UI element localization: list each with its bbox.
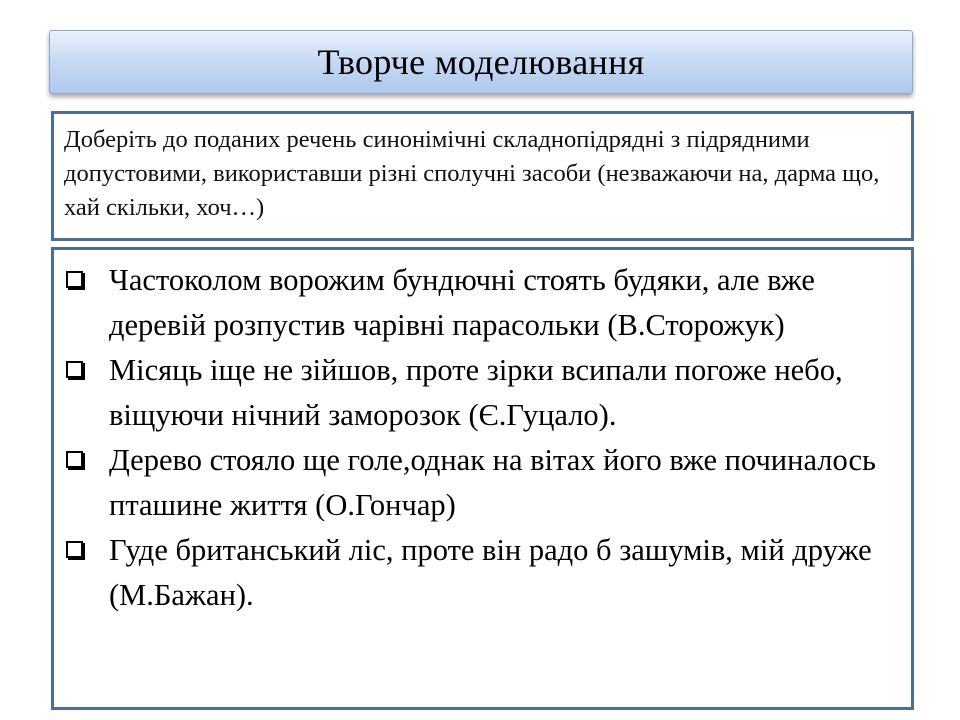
slide-title-banner	[49, 30, 913, 94]
sentence-text: Місяць іще не зійшов, проте зірки всипали погоже небо, віщуючи нічний заморозок (Є.Гуцало).	[109, 353, 843, 432]
sentence-list-box	[51, 247, 914, 710]
checkbox-bullet-icon	[66, 271, 83, 288]
sentence-list	[64, 258, 891, 618]
list-item	[64, 348, 891, 438]
checkbox-bullet-icon	[66, 541, 83, 558]
checkbox-bullet-icon	[66, 451, 83, 468]
task-instruction-text: Доберіть до поданих речень синонімічні складнопідрядні з підрядними допустовими, використавши різні сполучні засоби (незважаючи на, дарма що, хай скільки, хоч…)	[64, 126, 880, 221]
sentence-text: Дерево стояло ще голе,однак на вітах його вже починалось пташине життя (О.Гончар)	[109, 443, 876, 522]
list-item	[64, 258, 891, 348]
checkbox-bullet-icon	[66, 361, 83, 378]
list-item	[64, 438, 891, 528]
sentence-text: Гуде британський ліс, проте він радо б зашумів, мій друже (М.Бажан).	[109, 533, 872, 612]
task-instruction-box	[51, 111, 914, 241]
sentence-text: Частоколом ворожим бундючні стоять будяки, але вже деревій розпустив чарівні парасольки (В.Сторожук)	[109, 263, 815, 342]
slide-title: Творче моделювання	[317, 42, 645, 82]
list-item	[64, 528, 891, 618]
